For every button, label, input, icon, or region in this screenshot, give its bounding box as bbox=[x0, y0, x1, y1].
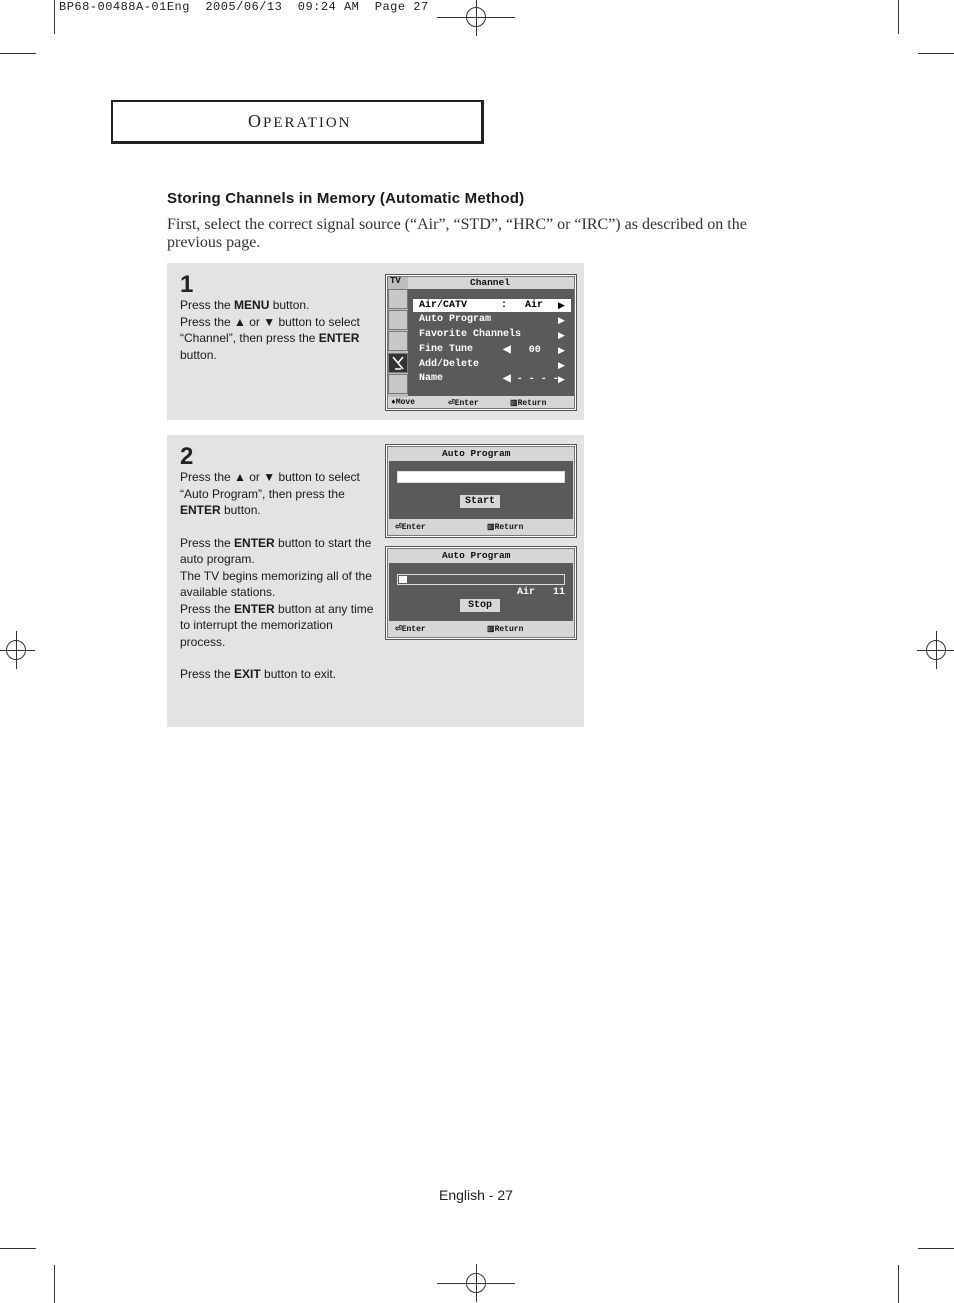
progress-bar-fill bbox=[399, 576, 407, 583]
return-icon: ▥ bbox=[510, 399, 518, 408]
registration-mark-right bbox=[917, 631, 954, 669]
screen-title: Auto Program bbox=[442, 448, 511, 459]
menu-item-auto-program[interactable]: Auto Program bbox=[419, 314, 492, 325]
footer-enter: ⏎Enter bbox=[395, 523, 426, 532]
channel-antenna-icon bbox=[388, 353, 408, 373]
chevron-right-icon: ▶ bbox=[558, 330, 565, 340]
step-2-number: 2 bbox=[180, 443, 194, 470]
auto-program-stop-screen bbox=[385, 546, 577, 640]
auto-program-start-screen bbox=[385, 444, 577, 538]
chevron-right-icon: ▶ bbox=[558, 315, 565, 325]
page-number: English - 27 bbox=[439, 1187, 513, 1203]
menu-item-value: ◀ - - - - bbox=[503, 374, 559, 385]
step-2-text: Press the ▲ or ▼ button to select “Auto Program”, then press the ENTER button. Press the ENTER button to start the auto program. The TV begins memorizing all of the available stations. Press the ENTER button at any time to interrupt the memorization process. Press the EXIT button to exit. bbox=[180, 470, 374, 681]
footer-return: ▥Return bbox=[487, 625, 524, 634]
sound-icon bbox=[388, 310, 408, 330]
menu-item-favorite-channels[interactable]: Favorite Channels bbox=[419, 329, 522, 340]
registration-mark-top bbox=[457, 0, 495, 36]
chevron-right-icon: ▶ bbox=[558, 300, 565, 310]
section-title: OPERATION bbox=[248, 111, 352, 131]
step-1-text: Press the MENU button. Press the ▲ or ▼ button to select “Channel”, then press the ENTER button. bbox=[180, 298, 360, 362]
setup-icon bbox=[388, 374, 408, 394]
picture-icon bbox=[388, 289, 408, 309]
progress-bar bbox=[397, 574, 565, 585]
enter-icon: ⏎ bbox=[395, 523, 402, 532]
step-1-number: 1 bbox=[180, 271, 194, 298]
menu-item-name[interactable]: Name bbox=[419, 373, 444, 384]
menu-item-fine-tune[interactable]: Fine Tune bbox=[419, 344, 474, 355]
registration-mark-bottom bbox=[457, 1264, 495, 1302]
intro-paragraph: First, select the correct signal source (“Air”, “STD”, “HRC” or “IRC”) as described on the previous page. bbox=[167, 216, 747, 251]
progress-bar bbox=[397, 471, 565, 483]
return-icon: ▥ bbox=[487, 523, 495, 532]
speaker-icon bbox=[388, 331, 408, 351]
footer-move: ♦Move bbox=[391, 398, 416, 407]
scan-status: Air 11 bbox=[517, 587, 566, 598]
enter-icon: ⏎ bbox=[448, 399, 455, 408]
menu-item-label: Air/CATV bbox=[419, 300, 468, 311]
chevron-right-icon: ▶ bbox=[558, 345, 565, 355]
footer-return: ▥Return bbox=[487, 523, 524, 532]
channel-menu-screen bbox=[385, 274, 577, 411]
registration-mark-left bbox=[0, 631, 35, 669]
start-button[interactable]: Start bbox=[460, 495, 500, 508]
print-header: BP68-00488A-01Eng 2005/06/13 09:24 AM Page 27 bbox=[59, 0, 429, 14]
menu-item-value: ◀ 00 bbox=[503, 345, 541, 356]
menu-item-value: : Air bbox=[501, 300, 544, 311]
sidebar-tv-label: TV bbox=[390, 276, 401, 286]
chevron-right-icon: ▶ bbox=[558, 360, 565, 370]
page-heading: Storing Channels in Memory (Automatic Method) bbox=[167, 190, 525, 207]
footer-return: ▥Return bbox=[510, 399, 547, 408]
screen-title: Auto Program bbox=[442, 550, 511, 561]
footer-enter: ⏎Enter bbox=[448, 399, 479, 408]
chevron-right-icon: ▶ bbox=[558, 374, 565, 384]
footer-enter: ⏎Enter bbox=[395, 625, 426, 634]
enter-icon: ⏎ bbox=[395, 625, 402, 634]
screen-body bbox=[389, 461, 573, 519]
menu-title: Channel bbox=[470, 277, 510, 288]
updown-icon: ♦ bbox=[391, 398, 396, 407]
stop-button[interactable]: Stop bbox=[460, 599, 500, 612]
return-icon: ▥ bbox=[487, 625, 495, 634]
menu-item-add-delete[interactable]: Add/Delete bbox=[419, 359, 480, 370]
